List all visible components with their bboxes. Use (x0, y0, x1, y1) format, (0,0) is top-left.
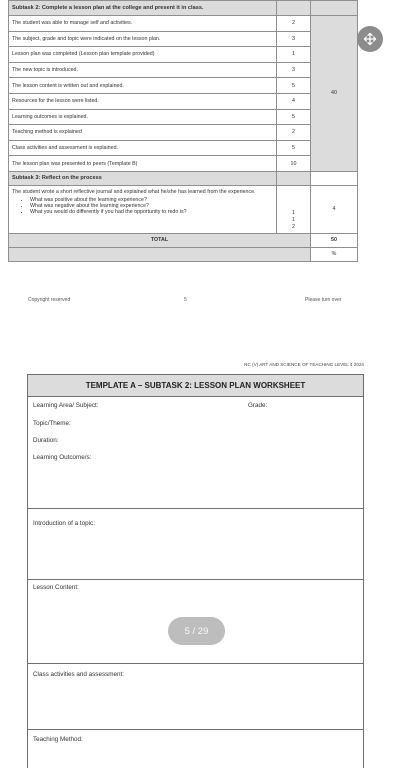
learning-outcomes-label: Learning Outcome/s: (33, 454, 92, 461)
lesson-content-label: Lesson Content: (33, 584, 79, 591)
footer-page-number: 5 (184, 297, 187, 303)
criteria-row (9, 93, 358, 109)
duration-label: Duration: (33, 437, 59, 444)
teaching-method-label: Teaching Method: (33, 736, 83, 743)
subtask-2-total: 40 (311, 16, 358, 172)
criteria-row (9, 47, 358, 63)
criteria-row (9, 78, 358, 94)
subtask-3-title: Subtask 3: Reflect on the process (9, 171, 277, 185)
criteria-text: Learning outcomes is explained. (9, 109, 277, 125)
introduction-label: Introduction of a topic: (33, 520, 95, 527)
subtask-2-title: Subtask 2: Complete a lesson plan at the college and present it in class. (9, 1, 277, 16)
reflection-intro: The student wrote a short reflective journal and explained what he/she has learned from the experience. (12, 188, 256, 195)
reflection-question: • What was negative about the learning experience? (30, 203, 273, 209)
criteria-mark: 5 (277, 78, 311, 94)
topic-label: Topic/Theme: (33, 420, 71, 427)
document-header: NC (V) ART AND SCIENCE OF TEACHING LEVEL 4 2024 (244, 362, 364, 367)
section-divider (28, 663, 363, 664)
move-arrows-icon[interactable] (357, 26, 383, 52)
criteria-row (9, 140, 358, 156)
criteria-row (9, 16, 358, 32)
section-divider (28, 729, 363, 730)
criteria-text: Class activities and assessment is explained. (9, 140, 277, 156)
criteria-mark: 10 (277, 156, 311, 172)
reflection-question: • What you would do differently if you had the opportunity to redo is? (30, 209, 273, 215)
total-value: 50 (311, 233, 358, 247)
criteria-text: Resources for the lesson were listed. (9, 93, 277, 109)
marking-rubric-table (8, 0, 358, 262)
criteria-row (9, 125, 358, 141)
reflection-mark: 1 (292, 209, 295, 216)
criteria-row (9, 62, 358, 78)
reflection-question: • What was positive about the learning experience? (30, 197, 273, 203)
criteria-row (9, 109, 358, 125)
criteria-mark: 1 (277, 47, 311, 63)
criteria-mark: 3 (277, 62, 311, 78)
criteria-text: The lesson content is written out and explained. (9, 78, 277, 94)
criteria-text: The lesson plan was presented to peers (Template B) (9, 156, 277, 172)
subtask-3-total: 4 (311, 185, 358, 233)
subtask-3-header-row (9, 171, 358, 185)
criteria-text: Teaching method is explained (9, 125, 277, 141)
criteria-mark: 2 (277, 16, 311, 32)
reflection-mark: 2 (292, 223, 295, 230)
criteria-mark: 2 (277, 125, 311, 141)
section-divider (28, 579, 363, 580)
reflection-row (9, 185, 358, 233)
reflection-questions (12, 197, 273, 215)
criteria-text: The student was able to manage self and activities. (9, 16, 277, 32)
learning-area-label: Learning Area/ Subject: (33, 402, 99, 409)
total-label: TOTAL (9, 233, 311, 247)
section-divider (28, 508, 363, 509)
criteria-text: The new topic is introduced. (9, 62, 277, 78)
footer-copyright: Copyright reserved (28, 297, 71, 303)
subtask-2-header-row (9, 1, 358, 16)
total-row (9, 233, 358, 247)
criteria-row (9, 31, 358, 47)
grade-label: Grade: (248, 402, 268, 409)
criteria-text: Lesson plan was completed (Lesson plan template provided) (9, 47, 277, 63)
criteria-mark: 5 (277, 140, 311, 156)
reflection-mark: 1 (292, 216, 295, 223)
page-indicator: 5 / 29 (168, 617, 225, 645)
lesson-plan-template (27, 374, 364, 768)
criteria-mark: 3 (277, 31, 311, 47)
criteria-mark: 4 (277, 93, 311, 109)
criteria-mark: 5 (277, 109, 311, 125)
percent-cell: % (311, 247, 358, 261)
class-activities-label: Class activities and assessment: (33, 671, 124, 678)
template-title: TEMPLATE A – SUBTASK 2: LESSON PLAN WORKSHEET (28, 375, 363, 397)
criteria-text: The subject, grade and topic were indicated on the lesson plan. (9, 31, 277, 47)
footer-turn-over: Please turn over (305, 297, 342, 303)
criteria-row (9, 156, 358, 172)
percent-row (9, 247, 358, 261)
